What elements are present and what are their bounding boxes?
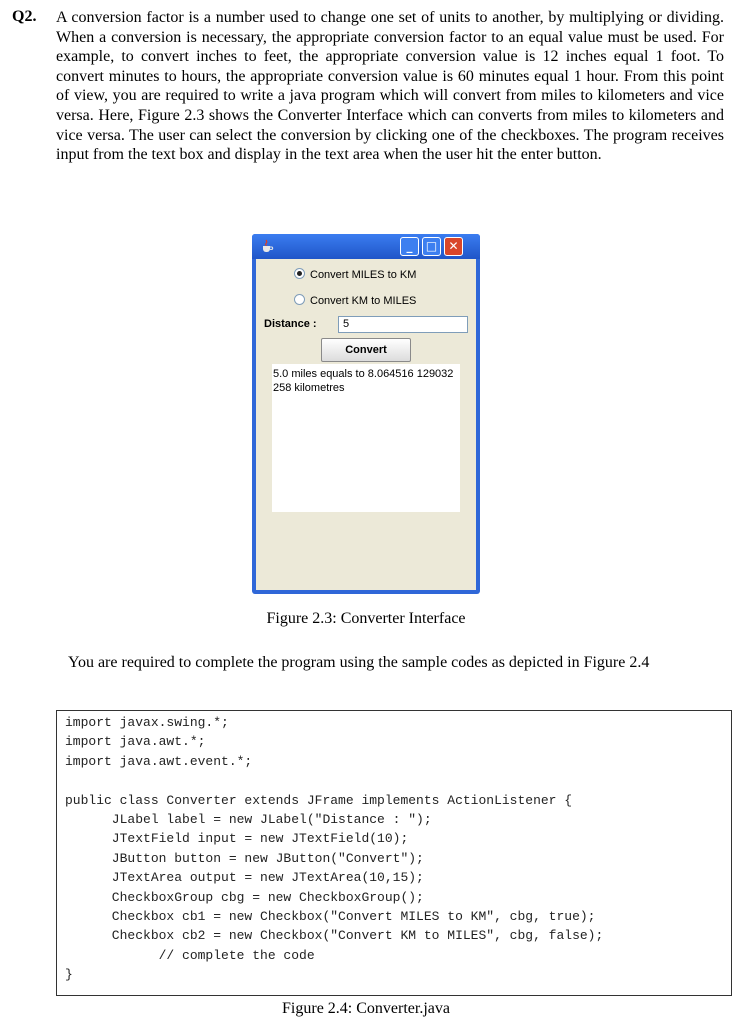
radio-unselected-icon[interactable] (294, 294, 305, 305)
figure-2-4-caption: Figure 2.4: Converter.java (282, 1000, 450, 1017)
code-line: public class Converter extends JFrame implements ActionListener { (65, 792, 573, 808)
code-line: Checkbox cb1 = new Checkbox("Convert MILES to KM", cbg, true); (65, 909, 596, 925)
code-line: // complete the code (65, 947, 315, 963)
output-textarea[interactable]: 5.0 miles equals to 8.064516 129032258 kilometres (272, 364, 460, 512)
question-label: Q2. (12, 8, 37, 25)
question-text: A conversion factor is a number used to change one set of units to another, by multiplying or dividing. When a conversion is necessary, the appropriate conversion factor to an equal value must be used. For example, to convert inches to feet, the appropriate conversion value is 12 inches equal 1 foot. To convert minutes to hours, the appropriate conversion value is 60 minutes equal 1 hour. From this point of view, you are required to write a java program which will convert from miles to kilometers and vice versa. Here, Figure 2.3 shows the Converter Interface which can converts from miles to kilometers and vice versa. The user can select the conversion by clicking one of the checkboxes. The program receives input from the text box and display in the text area when the user hit the enter button. (56, 9, 724, 164)
code-line: import javax.swing.*; (65, 715, 229, 730)
code-listing-box (56, 710, 732, 996)
code-listing (65, 713, 603, 985)
radio-miles-to-km-label: Convert MILES to KM (310, 269, 417, 281)
distance-input[interactable]: 5 (338, 316, 468, 333)
code-line: import java.awt.event.*; (65, 753, 253, 769)
close-button[interactable]: ✕ (444, 237, 463, 256)
radio-miles-to-km[interactable] (294, 268, 416, 281)
code-line: JTextArea output = new JTextArea(10,15); (65, 870, 424, 886)
java-cup-icon (260, 239, 274, 253)
code-line (65, 771, 603, 790)
code-line: JLabel label = new JLabel("Distance : "); (65, 812, 432, 828)
distance-label: Distance : (264, 318, 317, 330)
code-line: JTextField input = new JTextField(10); (65, 831, 409, 847)
convert-button[interactable]: Convert (321, 338, 411, 362)
radio-selected-icon[interactable] (294, 268, 305, 279)
code-line: JButton button = new JButton("Convert"); (65, 850, 424, 866)
instruction-paragraph: You are required to complete the program using the sample codes as depicted in Figure 2.4 (68, 654, 650, 671)
figure-2-3-caption: Figure 2.3: Converter Interface (266, 610, 466, 627)
code-line: CheckboxGroup cbg = new CheckboxGroup(); (65, 889, 424, 905)
maximize-button[interactable]: □ (422, 237, 441, 256)
minimize-button[interactable]: _ (400, 237, 419, 256)
code-line: import java.awt.*; (65, 734, 206, 750)
radio-km-to-miles-label: Convert KM to MILES (310, 295, 417, 307)
code-line: Checkbox cb2 = new Checkbox("Convert KM to MILES", cbg, false); (65, 928, 604, 944)
radio-km-to-miles[interactable] (294, 294, 416, 307)
code-line: } (65, 967, 73, 983)
window-titlebar (252, 234, 480, 259)
